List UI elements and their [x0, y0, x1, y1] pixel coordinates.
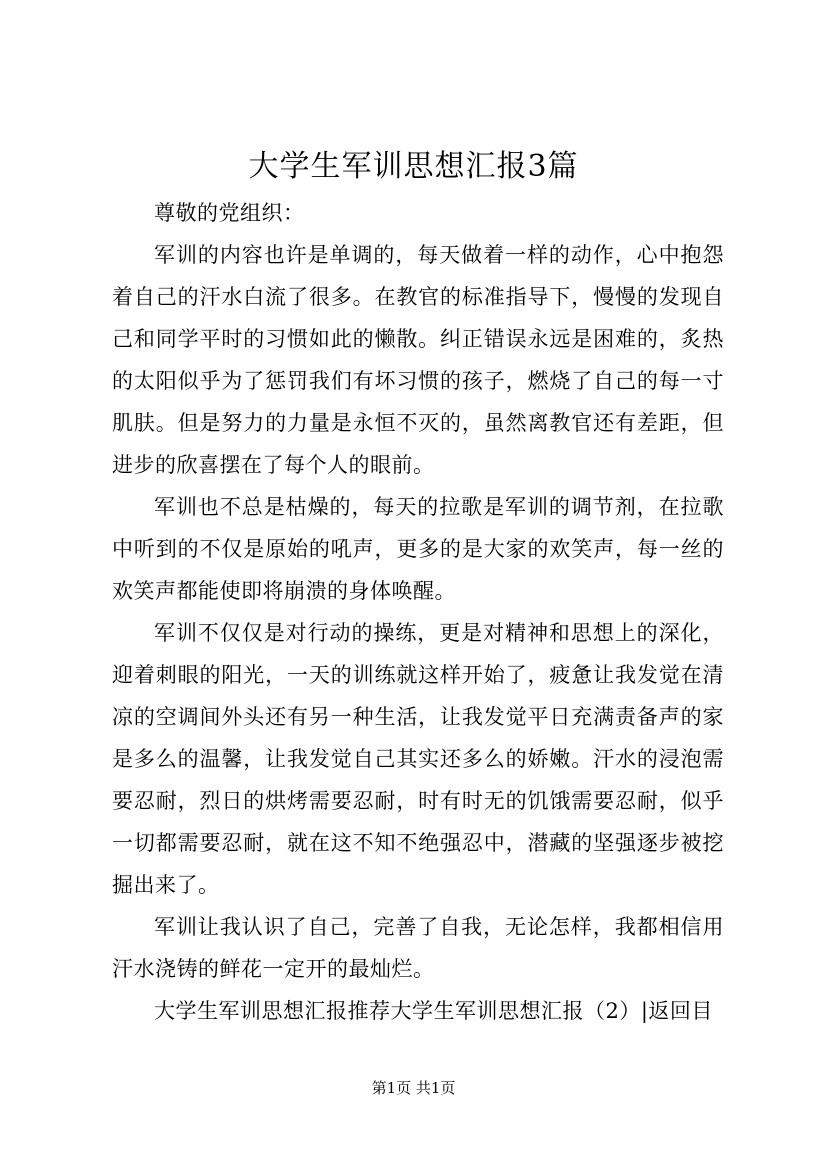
page-footer: 第1页 共1页	[371, 1079, 456, 1097]
paragraph-1: 军训的内容也许是单调的，每天做着一样的动作，心中抱怨着自己的汗水白流了很多。在教官的标准指导下，慢慢的发现自己和同学平时的习惯如此的懒散。纠正错误永远是困难的，炙热的太阳似乎为了惩罚我们有坏习惯的孩子，燃烧了自己的每一寸肌肤。但是努力的力量是永恒不灭的，虽然离教官还有差距，但进步的欣喜摆在了每个人的眼前。	[112, 243, 724, 477]
paragraph-4: 军训让我认识了自己，完善了自我，无论怎样，我都相信用汗水浇铸的鲜花一定开的最灿烂。	[112, 915, 724, 981]
paragraph-3: 军训不仅仅是对行动的操练，更是对精神和思想上的深化，迎着刺眼的阳光，一天的训练就这样开始了，疲惫让我发觉在清凉的空调间外头还有另一种生活，让我发觉平日充满责备声的家是多么的温馨，让我发觉自己其实还多么的娇嫩。汗水的浸泡需要忍耐，烈日的烘烤需要忍耐，时有时无的饥饿需要忍耐，似乎一切都需要忍耐，就在这不知不绝强忍中，潜藏的坚强逐步被挖掘出来了。	[112, 621, 724, 897]
salutation: 尊敬的党组织：	[154, 201, 305, 225]
paragraph-5: 大学生军训思想汇报推荐大学生军训思想汇报（2）|返回目	[154, 999, 713, 1023]
document-title: 大学生军训思想汇报3篇	[248, 149, 579, 184]
document-body	[112, 192, 724, 1032]
paragraph-2: 军训也不总是枯燥的，每天的拉歌是军训的调节剂，在拉歌中听到的不仅是原始的吼声，更多的是大家的欢笑声，每一丝的欢笑声都能使即将崩溃的身体唤醒。	[112, 495, 724, 603]
